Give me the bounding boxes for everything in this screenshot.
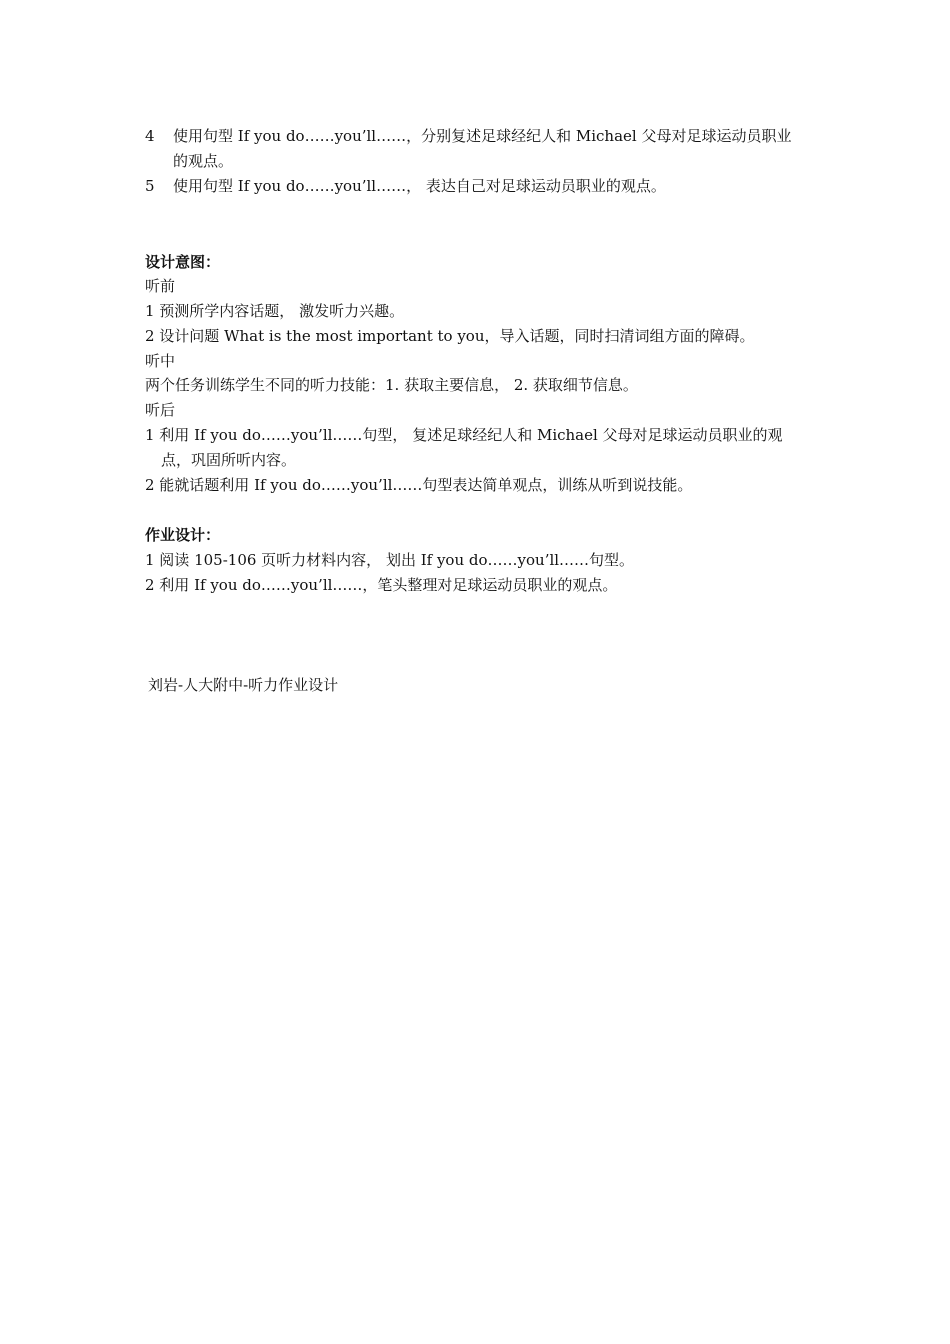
before-item-2: 2 设计问题 What is the most important to you，导入话题，同时扫清词组方面的障碍。 [145, 327, 755, 345]
before-item-1: 1 预测所学内容话题， 激发听力兴趣。 [145, 302, 405, 320]
list-item [145, 124, 815, 148]
homework-item-2: 2 利用 If you do……you’ll……，笔头整理对足球运动员职业的观点。 [145, 576, 618, 594]
after-item-1: 1 利用 If you do……you’ll……句型， 复述足球经纪人和 Michael 父母对足球运动员职业的观 [145, 426, 783, 444]
before-listening-label: 听前 [145, 277, 176, 295]
during-item: 两个任务训练学生不同的听力技能：1. 获取主要信息， 2. 获取细节信息。 [145, 376, 638, 394]
list-text: 使用句型 If you do……you’ll……，分别复述足球经纪人和 Michael 父母对足球运动员职业 [173, 127, 792, 145]
list-number: 4 [145, 127, 155, 145]
after-listening-label: 听后 [145, 401, 176, 419]
list-item [145, 174, 815, 198]
during-listening-label: 听中 [145, 352, 176, 370]
design-heading: 设计意图： [145, 253, 221, 271]
after-item-2: 2 能就话题利用 If you do……you’ll……句型表达简单观点，训练从听到说技能。 [145, 476, 693, 494]
homework-heading: 作业设计： [145, 526, 221, 544]
footer-author: 刘岩-人大附中-听力作业设计 [148, 676, 339, 694]
homework-item-1: 1 阅读 105-106 页听力材料内容， 划出 If you do……you’ll……句型。 [145, 551, 635, 569]
list-item-continuation: 的观点。 [173, 152, 234, 170]
list-text: 使用句型 If you do……you’ll……， 表达自己对足球运动员职业的观点。 [173, 177, 666, 195]
list-number: 5 [145, 177, 155, 195]
after-item-1-continuation: 点，巩固所听内容。 [161, 451, 297, 469]
